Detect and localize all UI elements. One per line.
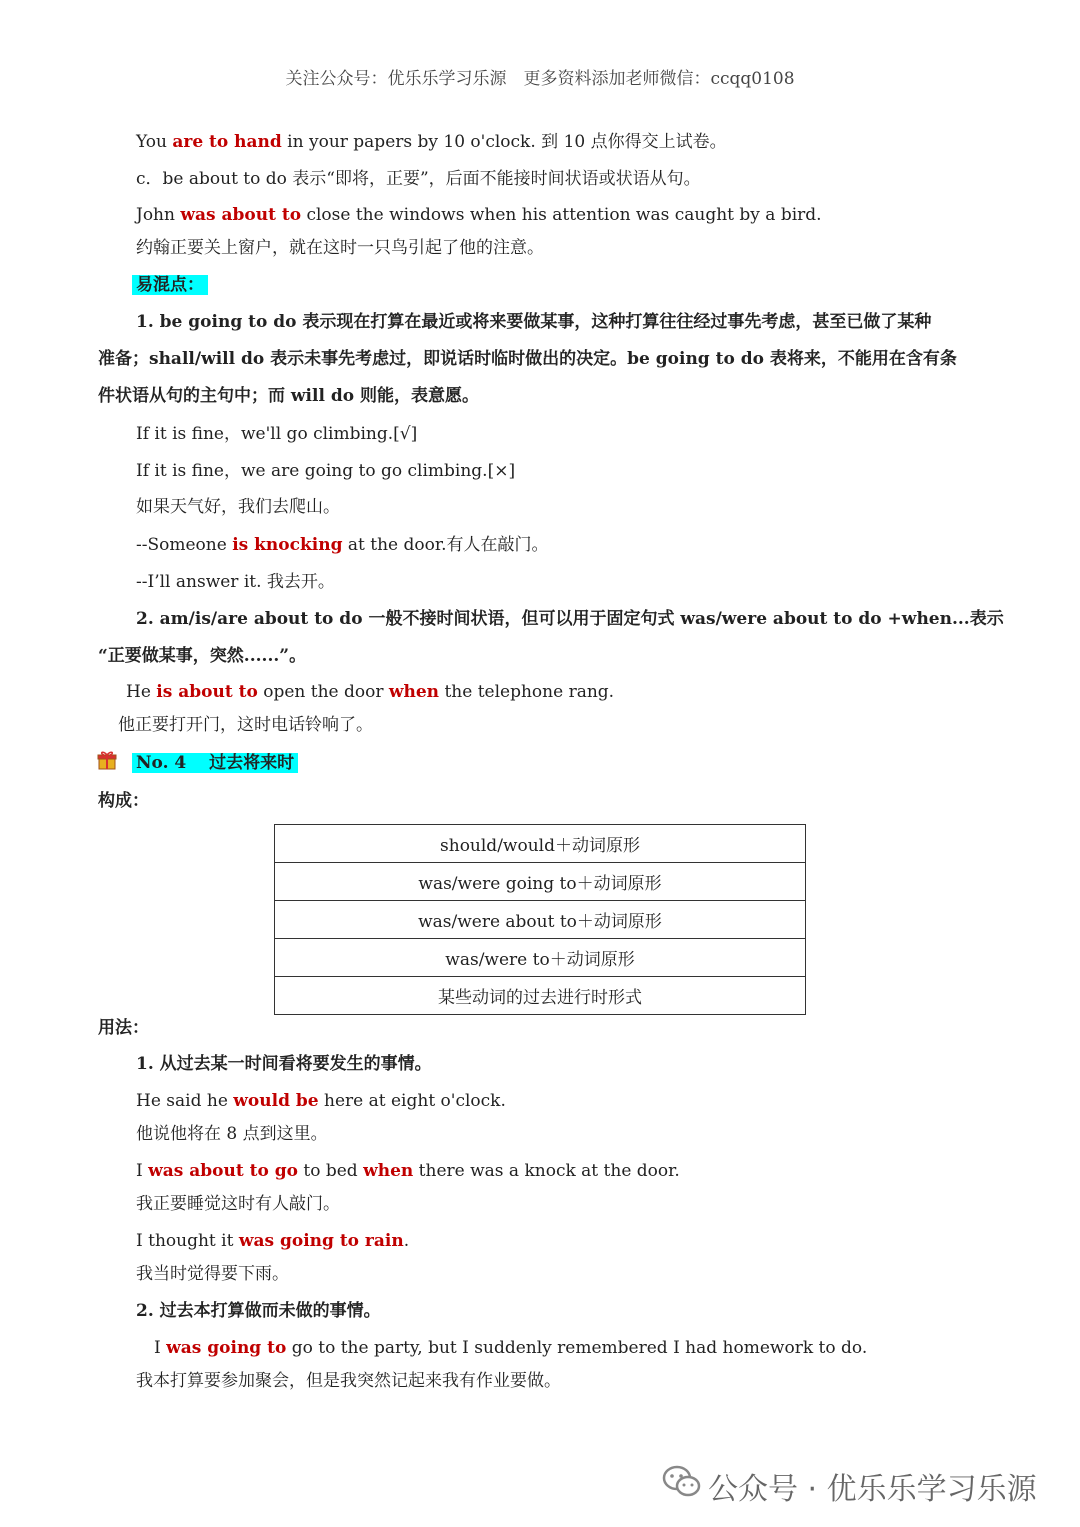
- text: .: [403, 1231, 410, 1251]
- confusion-p2-line2: “正要做某事，突然......”。: [98, 646, 307, 666]
- gift-icon: [96, 749, 118, 771]
- text: I: [154, 1338, 167, 1358]
- wechat-icon: [662, 1464, 702, 1500]
- example-4: [136, 533, 549, 557]
- table-cell: was/were to＋动词原形: [275, 939, 806, 977]
- text: John: [136, 205, 181, 225]
- table-cell: 某些动词的过去进行时形式: [275, 977, 806, 1015]
- intro-line-2: c．be about to do 表示“即将，正要”，后面不能接时间状语或状语从句。: [136, 169, 701, 189]
- usage-1-example-4: 我正要睡觉这时有人敲门。: [136, 1194, 340, 1214]
- confusion-p2-line1: 2. am/is/are about to do 一般不接时间状语，但可以用于固定句式 was/were about to do +when...表示: [136, 609, 1004, 629]
- page-header: 关注公众号：优乐乐学习乐源 更多资料添加老师微信：ccqq0108: [285, 69, 795, 89]
- form-label: 构成：: [98, 791, 149, 811]
- usage-label: 用法：: [98, 1018, 149, 1038]
- table-row: [275, 825, 806, 863]
- usage-1-example-3: [136, 1159, 680, 1183]
- text: at the door.有人在敲门。: [342, 535, 549, 555]
- table-row: [275, 939, 806, 977]
- form-table: [274, 824, 806, 1015]
- usage-2-example-2: 我本打算要参加聚会，但是我突然记起来我有作业要做。: [136, 1371, 561, 1391]
- usage-1-title: 1. 从过去某一时间看将要发生的事情。: [136, 1054, 432, 1074]
- text: close the windows when his attention was caught by a bird.: [301, 205, 822, 225]
- highlight: would be: [233, 1091, 319, 1111]
- highlight: was going to rain: [238, 1231, 404, 1251]
- text: to bed: [297, 1161, 364, 1181]
- intro-line-3: [136, 203, 822, 227]
- text: You: [136, 132, 173, 152]
- section-4-title: [132, 751, 298, 775]
- example-5: --I’ll answer it. 我去开。: [136, 572, 335, 592]
- text: here at eight o'clock.: [318, 1091, 506, 1111]
- watermark-text: 公众号 · 优乐乐学习乐源: [708, 1472, 1037, 1507]
- highlight: are to hand: [172, 132, 282, 152]
- highlight: when: [388, 682, 440, 702]
- table-row: [275, 901, 806, 939]
- usage-2-title: 2. 过去本打算做而未做的事情。: [136, 1301, 381, 1321]
- usage-1-example-1: [136, 1089, 506, 1113]
- usage-1-example-2: 他说他将在 8 点到这里。: [136, 1124, 328, 1144]
- label-text: 易混点：: [132, 275, 208, 295]
- confusion-p1-line3: 件状语从句的主句中；而 will do 则能，表意愿。: [98, 386, 479, 406]
- table-row: [275, 863, 806, 901]
- highlight: is about to: [156, 682, 258, 702]
- confusion-label: [132, 273, 208, 297]
- intro-line-4: 约翰正要关上窗户，就在这时一只鸟引起了他的注意。: [136, 238, 544, 258]
- usage-1-example-6: 我当时觉得要下雨。: [136, 1264, 289, 1284]
- table-cell: should/would＋动词原形: [275, 825, 806, 863]
- text: open the door: [257, 682, 389, 702]
- text: --Someone: [136, 535, 233, 555]
- highlight: was about to go: [148, 1161, 298, 1181]
- title-text: No. 4 过去将来时: [132, 753, 298, 773]
- highlight: was going to: [166, 1338, 287, 1358]
- text: in your papers by 10 o'clock. 到 10 点你得交上试卷。: [281, 132, 727, 152]
- example-2: If it is fine，we are going to go climbing.[×]: [136, 461, 516, 481]
- intro-line-1: [136, 130, 727, 154]
- table-row: [275, 977, 806, 1015]
- text: I: [136, 1161, 149, 1181]
- example-1: If it is fine，we'll go climbing.[√]: [136, 424, 418, 444]
- text: there was a knock at the door.: [413, 1161, 680, 1181]
- highlight: when: [363, 1161, 414, 1181]
- example-7: 他正要打开门，这时电话铃响了。: [118, 715, 373, 735]
- example-6: [126, 680, 614, 704]
- text: the telephone rang.: [439, 682, 615, 702]
- usage-1-example-5: [136, 1229, 409, 1253]
- confusion-p1-line2: 准备；shall/will do 表示未事先考虑过，即说话时临时做出的决定。be going to do 表将来，不能用在含有条: [98, 349, 957, 369]
- text: I thought it: [136, 1231, 239, 1251]
- table-cell: was/were going to＋动词原形: [275, 863, 806, 901]
- text: He said he: [136, 1091, 234, 1111]
- text: go to the party, but I suddenly remembered I had homework to do.: [286, 1338, 868, 1358]
- highlight: was about to: [180, 205, 302, 225]
- text: He: [126, 682, 157, 702]
- confusion-p1-line1: 1. be going to do 表示现在打算在最近或将来要做某事，这种打算往往经过事先考虑，甚至已做了某种: [136, 312, 932, 332]
- usage-2-example-1: [154, 1336, 867, 1360]
- example-3: 如果天气好，我们去爬山。: [136, 497, 340, 517]
- table-cell: was/were about to＋动词原形: [275, 901, 806, 939]
- highlight: is knocking: [232, 535, 343, 555]
